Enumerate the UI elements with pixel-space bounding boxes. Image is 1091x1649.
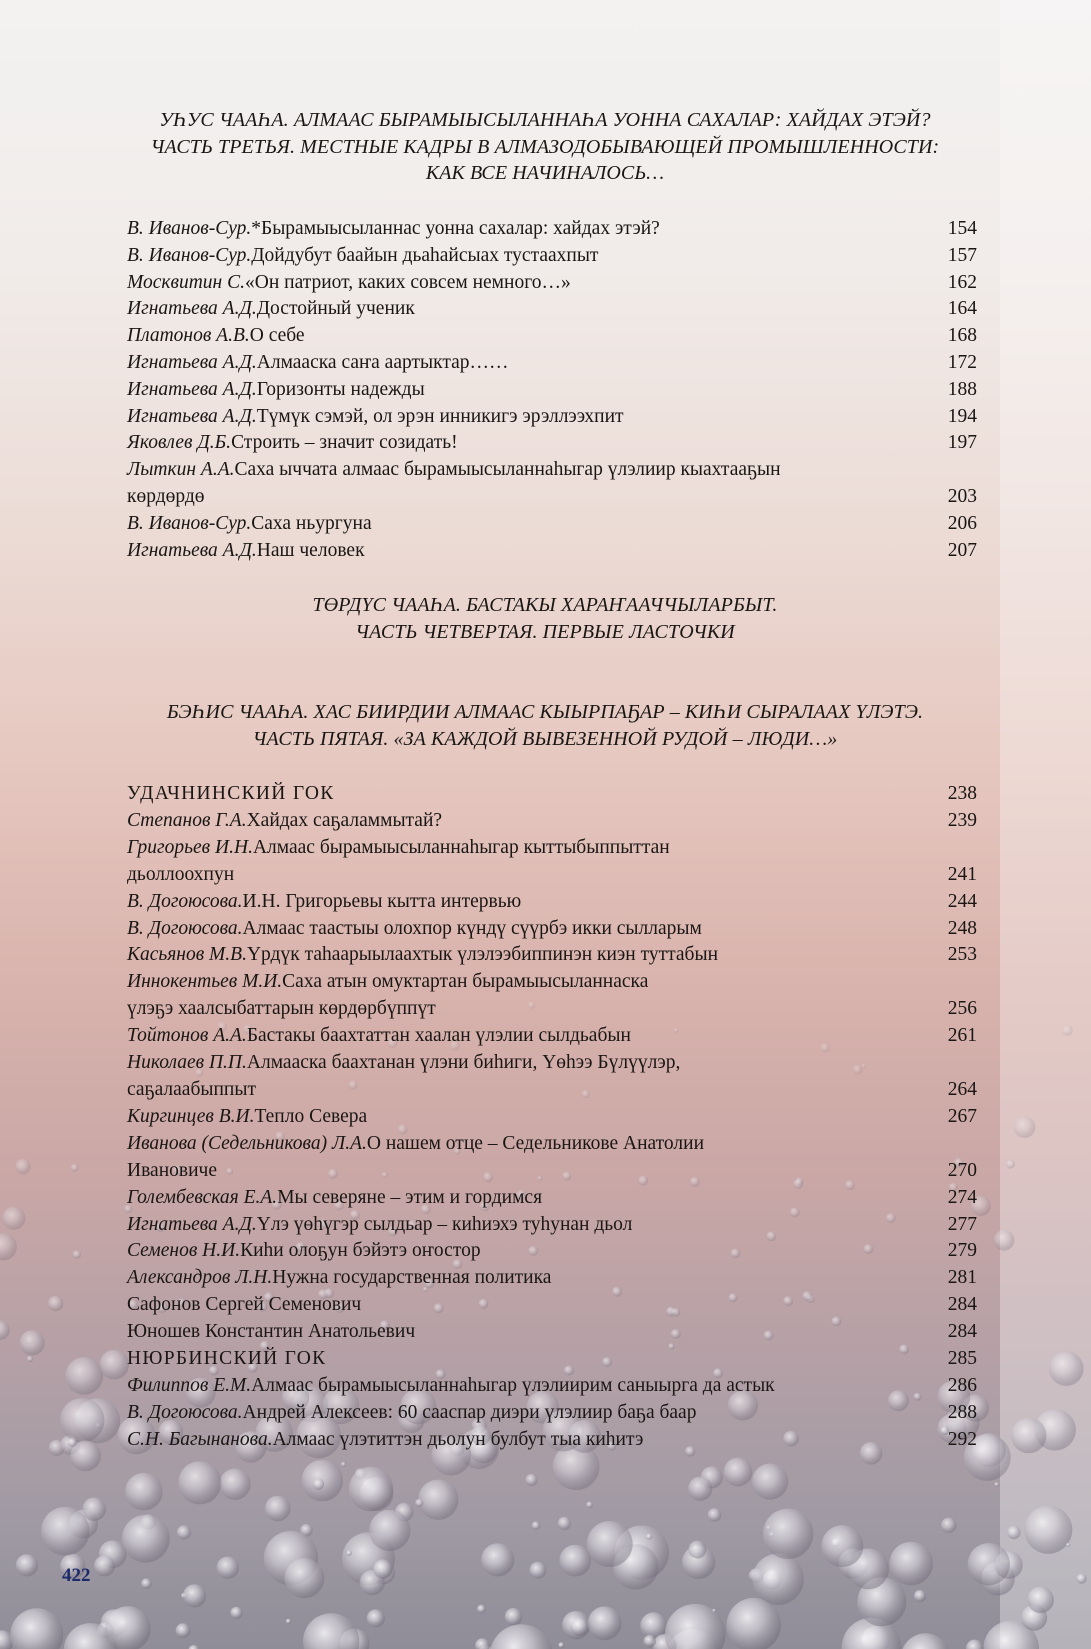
toc-title: Нужна государственная политика (272, 1267, 552, 1289)
toc-section[interactable] (127, 1346, 977, 1373)
toc-entry[interactable] (127, 942, 977, 969)
toc-title: Саха атын омуктартан бырамыысыланнаска (282, 971, 649, 993)
toc-entry[interactable] (127, 1427, 977, 1454)
toc-page: 279 (947, 1240, 977, 1262)
toc-author: Яковлев Д.Б. (127, 432, 232, 454)
toc-entry[interactable] (127, 1050, 977, 1104)
toc-page: 292 (947, 1428, 977, 1450)
toc-title: Алмаас таастыы олохпор күндү сүүрбэ икки сылларым (242, 917, 702, 939)
part3-heading-line3: КАК ВСЕ НАЧИНАЛОСЬ… (425, 162, 665, 185)
toc-author: В. Догоюсова. (127, 1401, 243, 1423)
toc-author: Игнатьева А.Д. (127, 405, 257, 427)
toc-page: 157 (947, 244, 977, 266)
toc-title-cont: үлэҕэ хаалсыбаттарын көрдөрбүппүт (127, 998, 436, 1020)
toc-title: Строить – значит созидать! (231, 432, 458, 454)
page-number: 422 (62, 1565, 91, 1586)
part3-heading-line2: ЧАСТЬ ТРЕТЬЯ. МЕСТНЫЕ КАДРЫ В АЛМАЗОДОБЫВАЮЩЕЙ ПРОМЫШЛЕННОСТИ: (150, 135, 940, 158)
toc-entry[interactable] (127, 270, 977, 297)
toc-page: 285 (947, 1348, 977, 1370)
toc-title-cont: саҕалаабыппыт (127, 1078, 256, 1100)
toc-page: 281 (947, 1267, 977, 1289)
toc-entry[interactable] (127, 1104, 977, 1131)
toc-author: В. Догоюсова. (127, 890, 243, 912)
toc-page: 162 (947, 271, 977, 293)
toc-title: Алмаас бырамыысыланнаһыгар кыттыбыппыттан (252, 836, 670, 858)
toc-title: Мы северяне – этим и гордимся (277, 1186, 543, 1208)
toc-title-cont: Ивановиче (127, 1159, 217, 1181)
toc-author: В. Иванов-Сур. (127, 218, 252, 239)
toc-title: Дойдубут баайын дьаһайсыах тустаахпыт (251, 244, 599, 266)
toc-author: Москвитин С. (127, 271, 245, 293)
toc-page: 284 (947, 1294, 977, 1316)
toc-title: Горизонты надежды (256, 378, 425, 400)
toc-entry[interactable] (127, 323, 977, 350)
toc-author: Григорьев И.Н. (127, 836, 253, 858)
toc-entry[interactable] (127, 889, 977, 916)
toc-entry[interactable] (127, 377, 977, 404)
part5-heading (100, 699, 990, 752)
toc-page: 168 (947, 325, 977, 347)
toc-title: Алмаас үлэтиттэн дьолун булбут тыа киһитэ (272, 1428, 644, 1450)
toc-page: 274 (947, 1186, 977, 1208)
toc-entry[interactable] (127, 969, 977, 1023)
toc-title: Алмааска баахтанан үлэни биһиги, Үөһээ Бүлүүлэр, (246, 1052, 681, 1074)
toc-entry[interactable] (127, 1212, 977, 1239)
toc-title: Киһи олоҕун бэйэтэ оҥостор (240, 1240, 481, 1262)
toc-author: Александров Л.Н. (127, 1267, 273, 1289)
toc-entry[interactable] (127, 1185, 977, 1212)
part5-heading-line2: ЧАСТЬ ПЯТАЯ. «ЗА КАЖДОЙ ВЫВЕЗЕННОЙ РУДОЙ – ЛЮДИ…» (252, 727, 838, 750)
toc-author: Игнатьева А.Д. (127, 378, 257, 400)
toc-title: Наш человек (256, 539, 365, 561)
toc-author: Лыткин А.А. (127, 459, 235, 481)
toc-entry[interactable] (127, 538, 977, 565)
toc-entry[interactable] (127, 243, 977, 270)
toc-person: Сафонов Сергей Семенович (127, 1294, 362, 1316)
toc-title-cont: көрдөрдө (127, 485, 205, 507)
toc-author: Игнатьева А.Д. (127, 539, 257, 561)
toc-title: И.Н. Григорьевы кытта интервью (242, 890, 522, 912)
part4-heading-line2: ЧАСТЬ ЧЕТВЕРТАЯ. ПЕРВЫЕ ЛАСТОЧКИ (355, 620, 735, 643)
toc-entry[interactable] (127, 296, 977, 323)
toc-page: 248 (947, 917, 977, 939)
part5-toc-list (127, 781, 977, 1454)
toc-title: О себе (249, 325, 305, 347)
toc-entry[interactable] (127, 457, 977, 511)
toc-title: *Бырамыысыланнас уонна сахалар: хайдах этэй? (251, 218, 660, 239)
toc-author: Семенов Н.И. (127, 1240, 241, 1262)
toc-entry[interactable] (127, 916, 977, 943)
toc-title: Алмаас бырамыысыланнаһыгар үлэлиирим саныырга да астык (251, 1374, 775, 1396)
toc-page: 288 (947, 1401, 977, 1423)
toc-author: Игнатьева А.Д. (127, 298, 257, 320)
toc-author: В. Иванов-Сур. (127, 244, 252, 266)
toc-entry[interactable] (127, 1023, 977, 1050)
toc-author: В. Иванов-Сур. (127, 512, 252, 534)
toc-page: 239 (947, 809, 977, 831)
toc-page: 267 (947, 1105, 977, 1127)
toc-entry[interactable] (127, 404, 977, 431)
toc-page: 164 (947, 298, 977, 320)
toc-author: Касьянов М.В. (127, 944, 247, 966)
toc-title: Тепло Севера (254, 1105, 368, 1127)
toc-page: 253 (947, 944, 977, 966)
toc-title: Бастакы баахтаттан хаалан үлэлии сылдьабын (246, 1025, 631, 1047)
toc-author: Иннокентьев М.И. (127, 971, 283, 993)
toc-entry[interactable] (127, 1265, 977, 1292)
toc-entry[interactable] (127, 1292, 977, 1319)
toc-author: Киргинцев В.И. (127, 1105, 255, 1127)
toc-page: 188 (947, 378, 977, 400)
toc-title: Түмүк сэмэй, ол эрэн инникигэ эрэллээхпит (256, 405, 624, 427)
toc-entry[interactable] (127, 1373, 977, 1400)
toc-author: Игнатьева А.Д. (127, 1213, 257, 1235)
toc-entry[interactable] (127, 835, 977, 889)
toc-page: 207 (947, 539, 977, 561)
toc-page: 261 (947, 1025, 977, 1047)
toc-entry[interactable] (127, 1238, 977, 1265)
part4-heading-line1: ТӨРДҮС ЧААҺА. БАСТАКЫ ХАРАҤААЧЧЫЛАРБЫТ. (312, 594, 778, 616)
toc-person: Юношев Константин Анатольевич (127, 1321, 416, 1343)
toc-page: 264 (947, 1078, 977, 1100)
toc-author: С.Н. Багынанова. (127, 1428, 273, 1450)
toc-entry[interactable] (127, 1319, 977, 1346)
toc-entry[interactable] (127, 1131, 977, 1185)
toc-title: О нашем отце – Седельникове Анатолии (366, 1132, 705, 1154)
toc-page: 194 (947, 405, 977, 427)
toc-page: 256 (947, 998, 977, 1020)
toc-title: «Он патриот, каких совсем немного…» (244, 271, 571, 293)
toc-author: Платонов А.В. (127, 325, 250, 347)
toc-entry[interactable] (127, 808, 977, 835)
toc-title: Саха ыччата алмаас бырамыысыланнаһыгар үлэлиир кыахтааҕын (234, 459, 781, 481)
toc-title: Хайдах саҕаламмытай? (246, 809, 443, 831)
toc-author: Николаев П.П. (127, 1052, 247, 1074)
toc-author: В. Догоюсова. (127, 917, 243, 939)
toc-page: 206 (947, 512, 977, 534)
part3-heading-line1: УҺУС ЧААҺА. АЛМААС БЫРАМЫЫСЫЛАННАҺА УОННА САХАЛАР: ХАЙДАХ ЭТЭЙ? (159, 109, 931, 131)
toc-page: 277 (947, 1213, 977, 1235)
part4-heading (100, 592, 990, 645)
toc-page: 244 (947, 890, 977, 912)
part3-toc-list (127, 216, 977, 564)
toc-title: Достойный ученик (256, 298, 415, 320)
toc-section-title: НЮРБИНСКИЙ ГОК (127, 1348, 327, 1370)
toc-page: 284 (947, 1321, 977, 1343)
toc-author: Филиппов Е.М. (127, 1374, 252, 1396)
toc-entry[interactable] (127, 511, 977, 538)
part3-heading (100, 107, 990, 187)
toc-title-cont: дьоллоохпун (127, 863, 235, 885)
toc-page: 203 (947, 485, 977, 507)
toc-page: 172 (947, 351, 977, 373)
toc-entry[interactable] (127, 1400, 977, 1427)
toc-page: 286 (947, 1374, 977, 1396)
toc-page: 270 (947, 1159, 977, 1181)
toc-entry[interactable] (127, 216, 977, 243)
toc-title: Алмааска саҥа аартыктар…… (256, 351, 509, 373)
part5-heading-line1: БЭҺИС ЧААҺА. ХАС БИИРДИИ АЛМААС КЫЫРПАҔАР – КИҺИ СЫРАЛААХ ҮЛЭТЭ. (166, 701, 924, 723)
toc-author: Иванова (Седельникова) Л.А. (127, 1132, 367, 1154)
toc-section[interactable] (127, 781, 977, 808)
toc-page: 241 (947, 863, 977, 885)
toc-page: 197 (947, 432, 977, 454)
toc-entry[interactable] (127, 350, 977, 377)
toc-page: 238 (947, 783, 977, 804)
toc-title: Үрдүк таһаарыылаахтык үлэлээбиппинэн киэн туттабын (246, 944, 719, 966)
toc-author: Тойтонов А.А. (127, 1025, 247, 1047)
toc-author: Степанов Г.А. (127, 809, 247, 831)
toc-section-title: УДАЧНИНСКИЙ ГОК (127, 783, 335, 804)
toc-entry[interactable] (127, 430, 977, 457)
toc-title: Үлэ үөһүгэр сылдьар – киһиэхэ туһунан дьол (256, 1213, 633, 1235)
toc-title: Саха ньургуна (251, 512, 372, 534)
toc-author: Игнатьева А.Д. (127, 351, 257, 373)
toc-page: 154 (947, 218, 977, 239)
toc-title: Андрей Алексеев: 60 сааспар диэри үлэлиир баҕа баар (242, 1401, 697, 1423)
toc-author: Голембевская Е.А. (127, 1186, 278, 1208)
